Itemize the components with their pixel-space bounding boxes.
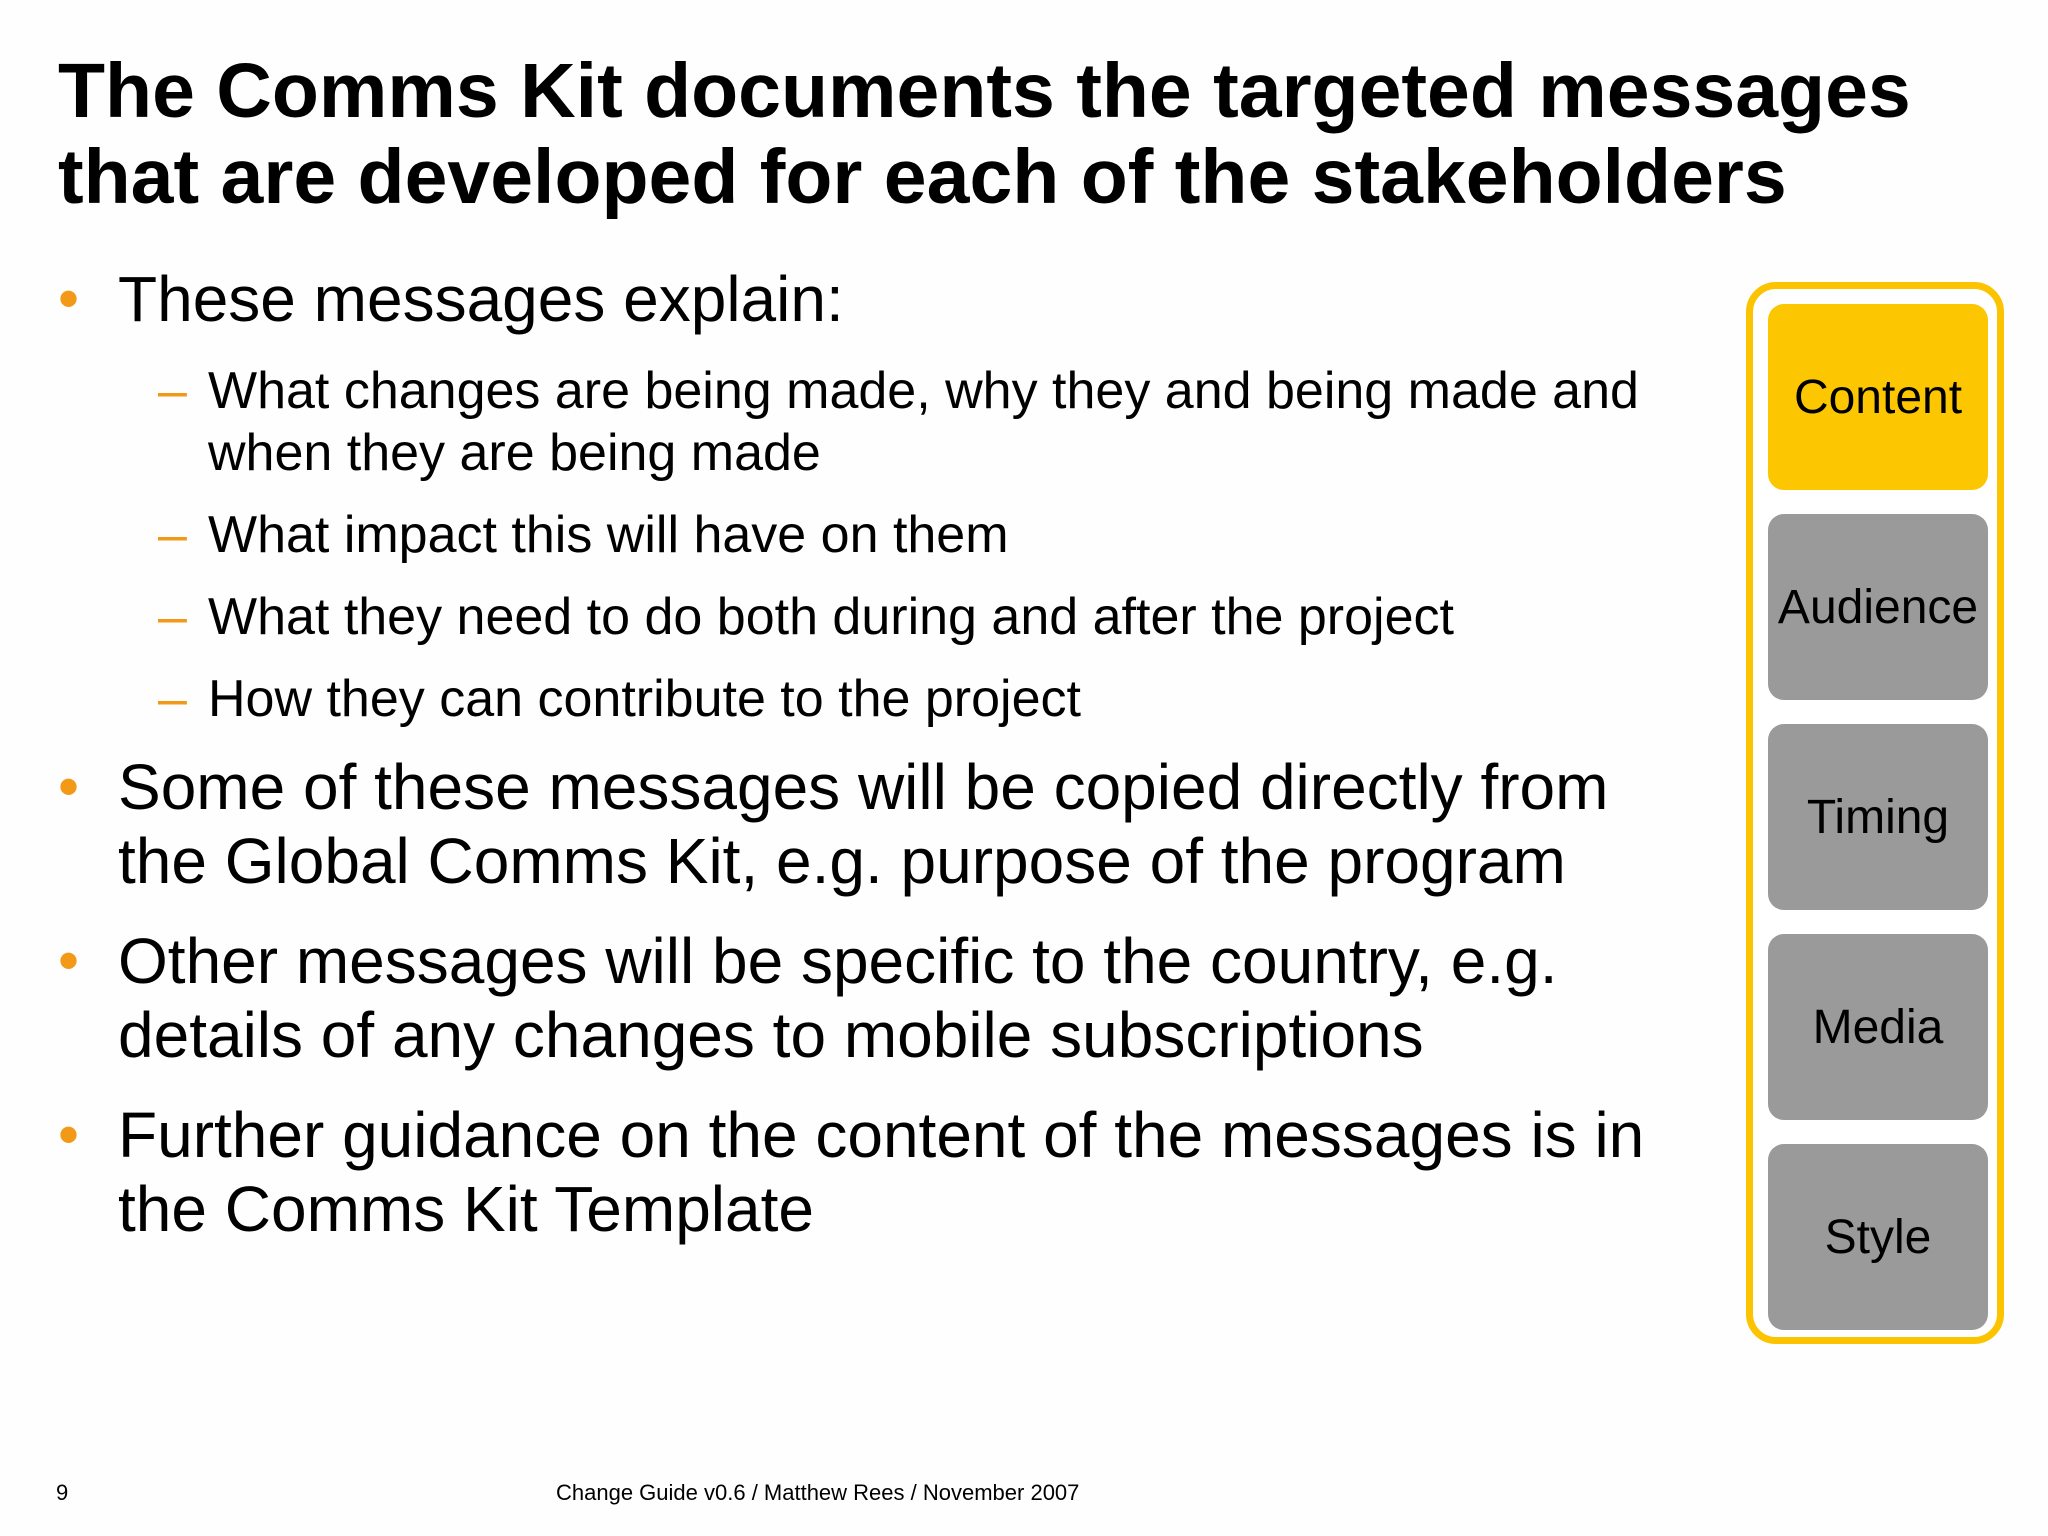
sidebar-item-label: Media xyxy=(1812,1000,1944,1054)
bullet-text: Further guidance on the content of the messages is in the Comms Kit Template xyxy=(118,1099,1645,1245)
sub-bullet-text: What changes are being made, why they and being made and when they are being made xyxy=(208,362,1639,482)
bullet-text: Other messages will be specific to the country, e.g. details of any changes to mobile subscriptions xyxy=(118,925,1558,1071)
bullet-item xyxy=(58,924,1698,1072)
sub-bullet-text: What impact this will have on them xyxy=(208,506,1009,564)
sidebar-item-media xyxy=(1768,934,1988,1120)
dash-icon: – xyxy=(158,588,187,646)
bullet-text: These messages explain: xyxy=(118,263,844,335)
footer-text: Change Guide v0.6 / Matthew Rees / November 2007 xyxy=(556,1480,1080,1505)
dash-icon: – xyxy=(158,670,187,728)
bullet-text: Some of these messages will be copied directly from the Global Comms Kit, e.g. purpose of the program xyxy=(118,751,1609,897)
sub-bullet-item xyxy=(58,668,1698,730)
bullet-icon: • xyxy=(58,927,80,994)
sidebar-item-label: Timing xyxy=(1806,790,1950,844)
bullet-icon: • xyxy=(58,753,80,820)
sidebar-item-label: Style xyxy=(1824,1210,1932,1264)
sub-bullet-text: How they can contribute to the project xyxy=(208,670,1081,728)
sidebar-item-style xyxy=(1768,1144,1988,1330)
dash-icon: – xyxy=(158,506,187,564)
sidebar-item-label: Content xyxy=(1793,370,1963,424)
bullet-list xyxy=(58,262,1698,1246)
bullet-item xyxy=(58,750,1698,898)
sidebar-item-content xyxy=(1768,304,1988,490)
bullet-icon: • xyxy=(58,1101,80,1168)
sub-bullet-list xyxy=(58,360,1698,730)
page-number: 9 xyxy=(56,1480,69,1505)
sidebar-item-timing xyxy=(1768,724,1988,910)
sub-bullet-item xyxy=(58,504,1698,566)
slide-title: The Comms Kit documents the targeted messages that are developed for each of the stakeholders xyxy=(58,48,1911,220)
bullet-icon: • xyxy=(58,265,80,332)
sub-bullet-item xyxy=(58,360,1698,484)
bullet-item xyxy=(58,1098,1698,1246)
sidebar-item-label: Audience xyxy=(1777,580,1979,634)
sub-bullet-item xyxy=(58,586,1698,648)
sub-bullet-text: What they need to do both during and after the project xyxy=(208,588,1454,646)
sidebar-item-audience xyxy=(1768,514,1988,700)
dash-icon: – xyxy=(158,362,187,420)
bullet-item xyxy=(58,262,1698,336)
